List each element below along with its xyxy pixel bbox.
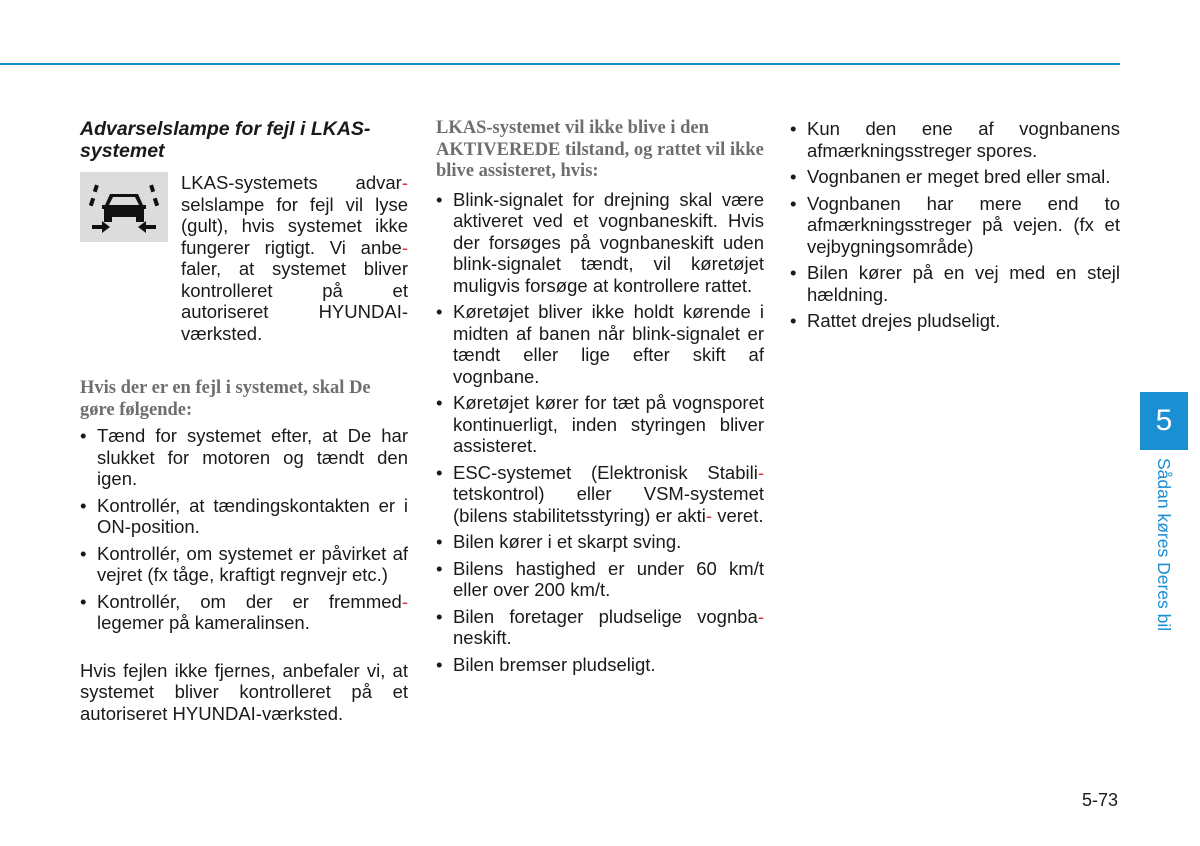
lamp-text-line-2: selslampe for fejl vil lyse (gult), hvis systemet ikke fungerer rigtigt. Vi anbe- <box>181 193 408 258</box>
list-item: • Blink-signalet for drejning skal være aktiveret ved et vognbaneskift. Hvis der forsøges på vognbaneskift uden blink-signalet tændt, vil køretøjet muligvis forsøge at kontrollere rattet. <box>436 189 764 297</box>
list-item: • Bilen bremser pludseligt. <box>436 654 764 676</box>
chapter-tab: 5 <box>1140 392 1188 450</box>
hyphen-mark: - <box>401 236 408 258</box>
list-item: • Bilen kører i et skarpt sving. <box>436 531 764 553</box>
column-2 <box>436 118 764 680</box>
list-item: • Bilen kører på en vej med en stejl hældning. <box>790 262 1120 305</box>
list-item-text-1: Bilen foretager pludselige vognba- <box>453 605 764 627</box>
subheading-error-steps: Hvis der er en fejl i systemet, skal De gøre følgende: <box>80 378 371 420</box>
list-item: • Køretøjet kører for tæt på vognsporet kontinuerligt, inden styringen bliver assisteret. <box>436 392 764 457</box>
list-item: • Vognbanen er meget bred eller smal. <box>790 166 1120 188</box>
lamp-text-line-3: faler, at systemet bliver kontrolleret på et autoriseret HYUNDAI-værksted. <box>181 258 408 344</box>
more-conditions-list <box>790 118 1120 332</box>
lkas-malfunction-warning-icon <box>80 172 168 242</box>
list-item-text-2: legemer på kameralinsen. <box>97 612 310 633</box>
section-heading-lkas-warning: Advarselslampe for fejl i LKAS-systemet <box>80 118 371 162</box>
hyphen-mark: - <box>401 172 408 193</box>
column-3 <box>790 118 1120 337</box>
list-item: • Rattet drejes pludseligt. <box>790 310 1120 332</box>
list-item <box>436 462 764 527</box>
warning-lamp-block <box>80 172 408 344</box>
list-item: • Kontrollér, om systemet er påvirket af vejret (fx tåge, kraftigt regnvejr etc.) <box>80 543 408 586</box>
list-item: • Kun den ene af vognbanens afmærkningsstreger spores. <box>790 118 1120 161</box>
hyphen-mark: - <box>757 461 764 483</box>
error-steps-list <box>80 425 408 634</box>
list-item <box>436 606 764 649</box>
inactive-conditions-list <box>436 189 764 676</box>
hyphen-mark: - <box>705 504 713 526</box>
closing-paragraph: Hvis fejlen ikke fjernes, anbefaler vi, at systemet bliver kontrolleret på et autoriseret HYUNDAI-værksted. <box>80 659 408 724</box>
header-rule <box>0 63 1120 65</box>
chapter-title-vertical: Sådan køres Deres bil <box>1154 458 1174 632</box>
section-heading-lkas-inactive: LKAS-systemet vil ikke blive i den AKTIVEREDE tilstand, og rattet vil ikke blive assisteret, hvis: <box>436 118 764 181</box>
column-1 <box>80 118 408 724</box>
list-item-text-2: neskift. <box>453 627 512 648</box>
hyphen-mark: - <box>757 605 764 627</box>
list-item: • Tænd for systemet efter, at De har slukket for motoren og tændt den igen. <box>80 425 408 490</box>
list-item-text-1: ESC-systemet (Elektronisk Stabili- <box>453 461 764 483</box>
list-item: • Kontrollér, at tændingskontakten er i ON-position. <box>80 495 408 538</box>
list-item: • Bilens hastighed er under 60 km/t eller over 200 km/t. <box>436 558 764 601</box>
list-item-text-2: tetskontrol) eller VSM-systemet (bilens stabilitetsstyring) er akti- <box>453 483 764 526</box>
list-item-text-3: veret. <box>717 504 764 526</box>
list-item-text-1: Kontrollér, om der er fremmed- <box>97 590 408 612</box>
list-item: • Køretøjet bliver ikke holdt kørende i midten af banen når blink-signalet er tændt eller lige efter skift af vognbane. <box>436 301 764 387</box>
lamp-description <box>181 172 408 344</box>
page-number: 5-73 <box>1081 790 1118 810</box>
lamp-text-line-1: LKAS-systemets advar- <box>181 172 408 193</box>
hyphen-mark: - <box>401 590 408 612</box>
list-item <box>80 591 408 634</box>
list-item: • Vognbanen har mere end to afmærkningsstreger på vejen. (fx et vejbygningsområde) <box>790 193 1120 258</box>
